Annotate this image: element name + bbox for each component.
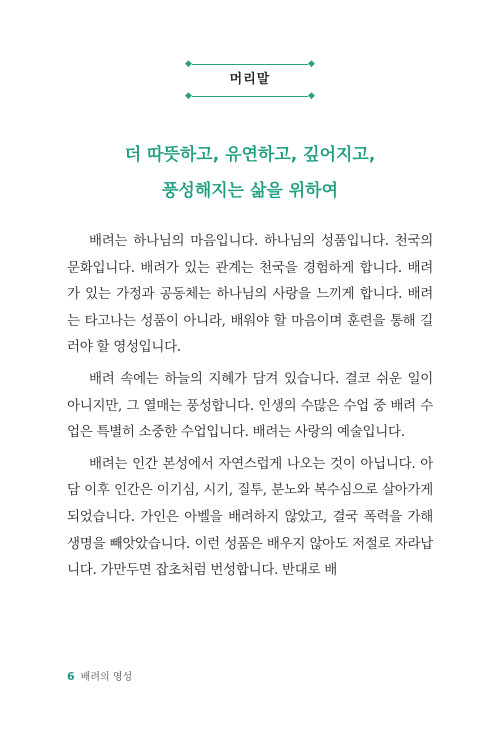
page-footer: [67, 668, 132, 683]
bottom-ornament: [184, 92, 316, 102]
diamond-ornament-icon: ◆: [308, 59, 315, 69]
diamond-ornament-icon: ◆: [185, 91, 192, 101]
book-title: 배려의 영성: [80, 672, 133, 683]
body-text: [67, 228, 433, 589]
page-number: 6: [67, 670, 75, 683]
paragraph: 배려는 하나님의 마음입니다. 하나님의 성품입니다. 천국의 문화입니다. 배려가 있는 관계는 천국을 경험하게 합니다. 배려가 있는 가정과 공동체는 하나님의 사랑을 느끼게 합니다. 배려는 타고나는 성품이 아니라, 배워야 할 마음이며 훈련을 통해 길러야 할 영성입니다.: [67, 233, 433, 356]
diamond-ornament-icon: ◆: [185, 59, 192, 69]
diamond-ornament-icon: ◆: [308, 91, 315, 101]
paragraph: 배려 속에는 하늘의 지혜가 담겨 있습니다. 결코 쉬운 일이 아니지만, 그 열매는 풍성합니다. 인생의 수많은 수업 중 배려 수업은 특별히 소중한 수업입니다. 배려는 사랑의 예술입니다.: [67, 370, 433, 441]
paragraph: 배려는 인간 본성에서 자연스럽게 나오는 것이 아닙니다. 아담 이후 인간은 이기심, 시기, 질투, 분노와 복수심으로 살아가게 되었습니다. 가인은 아벨을 배려하지 않았고, 결국 폭력을 가해 생명을 빼앗았습니다. 이런 성품은 배우지 않아도 저절로 자라납니다. 가만두면 잡초처럼 번성합니다. 반대로 배: [67, 455, 433, 579]
page-title-line-2: 풍성해지는 삶을 위하여: [161, 181, 339, 201]
divider: [192, 64, 308, 65]
divider: [192, 96, 308, 97]
page-title-line-1: 더 따뜻하고, 유연하고, 깊어지고,: [124, 145, 376, 165]
section-label: 머리말: [229, 72, 271, 87]
